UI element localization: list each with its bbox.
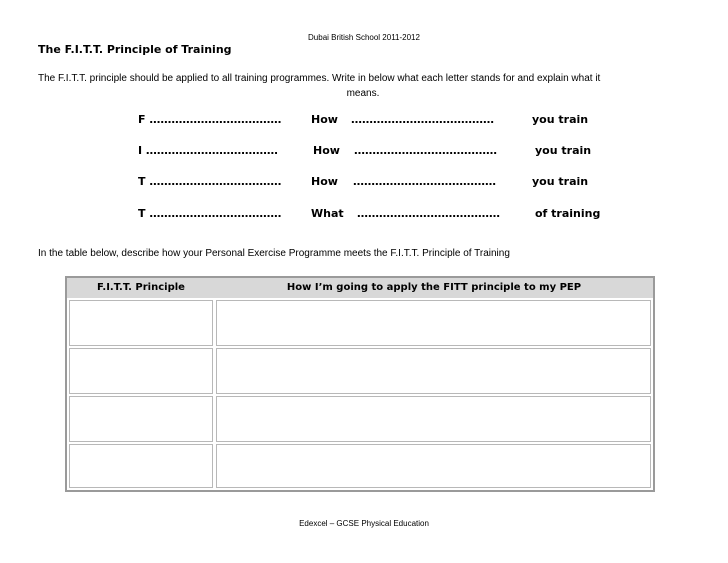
page-title: The F.I.T.T. Principle of Training [38,43,232,56]
page-footer: Edexcel – GCSE Physical Education [299,519,429,528]
fitt-row-frequency [0,113,728,127]
table-header-application: How I’m going to apply the FITT principle to my PEP [215,278,653,298]
row-letter: I ……………………………… [138,144,278,157]
table-cell-principle[interactable] [69,348,213,394]
row-word: What [311,207,344,220]
fitt-row-time [0,175,728,189]
table-header-principle: F.I.T.T. Principle [67,278,215,298]
table-cell-principle[interactable] [69,444,213,488]
page-header: Dubai British School 2011-2012 [308,33,420,42]
row-word: How [311,175,338,188]
table-cell-principle[interactable] [69,300,213,346]
row-word: How [311,113,338,126]
row-dots: ………………………………… [357,207,500,220]
row-dots: ………………………………… [353,175,496,188]
row-dots: ………………………………… [351,113,494,126]
fitt-table [65,276,655,492]
row-suffix: you train [535,144,592,157]
table-cell-application[interactable] [216,444,651,488]
row-word: How [313,144,340,157]
table-cell-principle[interactable] [69,396,213,442]
intro-text [38,71,688,101]
row-suffix: of training [535,207,601,220]
table-cell-application[interactable] [216,348,651,394]
table-cell-application[interactable] [216,300,651,346]
row-letter: F ……………………………… [138,113,282,126]
row-suffix: you train [532,113,589,126]
fitt-row-type [0,207,728,221]
row-letter: T ……………………………… [138,207,282,220]
fitt-row-intensity [0,144,728,158]
intro-line-1: The F.I.T.T. principle should be applied to all training programmes. Write in below what each letter stands for and explain what it [38,73,601,84]
table-instruction: In the table below, describe how your Personal Exercise Programme meets the F.I.T.T. Principle of Training [38,248,510,259]
intro-line-2: means. [346,88,380,99]
table-cell-application[interactable] [216,396,651,442]
row-letter: T ……………………………… [138,175,282,188]
row-dots: ………………………………… [354,144,497,157]
row-suffix: you train [532,175,589,188]
